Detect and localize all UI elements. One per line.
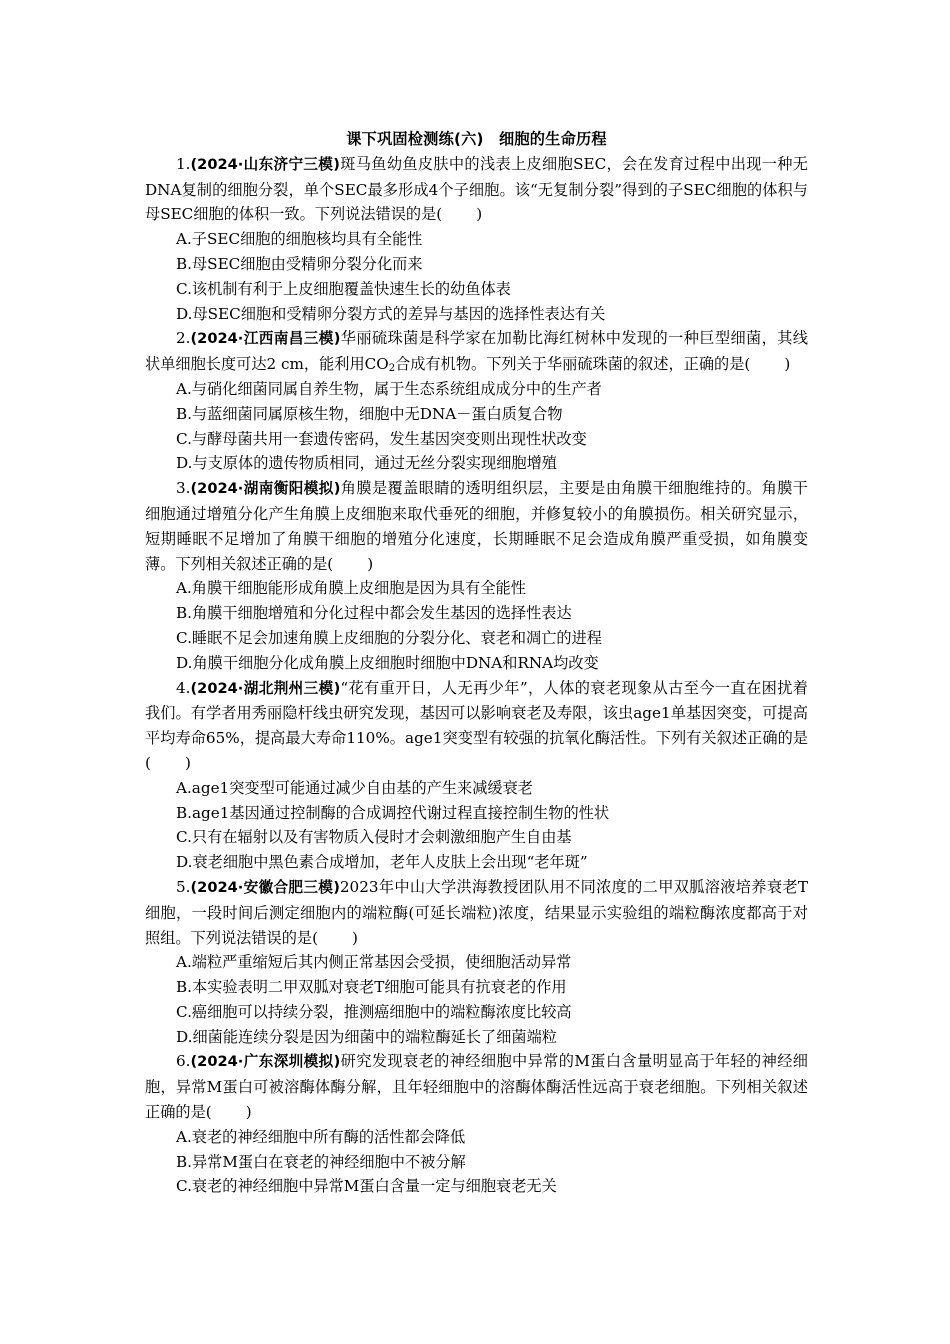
question-number: 3. xyxy=(176,479,191,498)
question-text: 斑马鱼幼鱼皮肤中的浅表上皮细胞SEC，会在发育过程中出现一种无DNA复制的细胞分裂，单个SEC最多形成4个子细胞。该“无复制分裂”得到的子SEC细胞的体积与母SEC细胞的体积一致。下列说法错误的是( xyxy=(145,154,808,224)
option-a: A.age1突变型可能通过减少自由基的产生来减缓衰老 xyxy=(176,778,533,797)
option-d: D.衰老细胞中黑色素合成增加，老年人皮肤上会出现“老年斑” xyxy=(176,853,588,872)
question-text: 2023年中山大学洪海教授团队用不同浓度的二甲双胍溶液培养衰老T细胞，一段时间后测定细胞内的端粒酶(可延长端粒)浓度，结果显示实验组的端粒酶浓度都高于对照组。下列说法错误的是( xyxy=(145,877,808,947)
question-6 xyxy=(145,1049,808,1199)
question-text-end: ) xyxy=(784,355,791,374)
option-a: A.与硝化细菌同属自养生物，属于生态系统组成成分中的生产者 xyxy=(176,379,602,398)
question-stem xyxy=(145,476,808,576)
option-b: B.与蓝细菌同属原核生物，细胞中无DNA－蛋白质复合物 xyxy=(176,404,563,423)
option-b: B.母SEC细胞由受精卵分裂分化而来 xyxy=(176,254,423,273)
question-text-end: ) xyxy=(184,753,191,772)
option-d: D.与支原体的遗传物质相同，通过无丝分裂实现细胞增殖 xyxy=(176,454,557,473)
question-source: (2024·安徽合肥三模) xyxy=(190,878,340,896)
question-number: 1. xyxy=(176,154,191,173)
page-title: 课下巩固检测练(六) 细胞的生命历程 xyxy=(346,130,607,148)
question-text-continued: 合成有机物。下列关于华丽硫珠菌的叙述，正确的是( xyxy=(395,355,751,374)
question-text-end: ) xyxy=(476,205,483,224)
question-text: 华丽硫珠菌是科学家在加勒比海红树林中发现的一种巨型细菌，其线状单细胞长度可达2 cm，能利用CO xyxy=(145,329,808,374)
option-a: A.端粒严重缩短后其内侧正常基因会受损，使细胞活动异常 xyxy=(176,953,572,972)
question-text: 角膜是覆盖眼睛的透明组织层，主要是由角膜干细胞维持的。角膜干细胞通过增殖分化产生角膜上皮细胞来取代垂死的细胞，并修复较小的角膜损伤。相关研究显示，短期睡眠不足增加了角膜干细胞的增殖分化速度，长期睡眠不足会造成角膜严重受损，如角膜变薄。下列相关叙述正确的是( xyxy=(145,479,808,573)
option-b: B.age1基因通过控制酶的合成调控代谢过程直接控制生物的性状 xyxy=(176,803,610,822)
question-source: (2024·湖北荆州三模) xyxy=(190,679,341,697)
question-stem xyxy=(145,1049,808,1124)
option-b: B.异常M蛋白在衰老的神经细胞中不被分解 xyxy=(176,1152,466,1171)
option-b: B.本实验表明二甲双胍对衰老T细胞可能具有抗衰老的作用 xyxy=(176,978,567,997)
option-c: C.衰老的神经细胞中异常M蛋白含量一定与细胞衰老无关 xyxy=(176,1177,557,1196)
question-number: 6. xyxy=(176,1052,191,1071)
question-2 xyxy=(145,326,808,476)
option-c: C.睡眠不足会加速角膜上皮细胞的分裂分化、衰老和凋亡的进程 xyxy=(176,628,602,647)
option-c: C.该机制有利于上皮细胞覆盖快速生长的幼鱼体表 xyxy=(176,279,511,298)
question-stem xyxy=(145,326,808,377)
option-a: A.子SEC细胞的细胞核均具有全能性 xyxy=(176,230,423,249)
question-3 xyxy=(145,476,808,675)
option-b: B.角膜干细胞增殖和分化过程中都会发生基因的选择性表达 xyxy=(176,604,572,623)
question-5 xyxy=(145,875,808,1050)
option-c: C.癌细胞可以持续分裂，推测癌细胞中的端粒酶浓度比较高 xyxy=(176,1002,572,1021)
question-text-end: ) xyxy=(245,1103,252,1122)
question-text: 研究发现衰老的神经细胞中异常的M蛋白含量明显高于年轻的神经细胞，异常M蛋白可被溶酶体酶分解，且年轻细胞中的溶酶体酶活性远高于衰老细胞。下列相关叙述正确的是( xyxy=(145,1052,808,1122)
question-number: 4. xyxy=(176,678,191,697)
question-source: (2024·江西南昌三模) xyxy=(190,330,341,348)
subscript: 2 xyxy=(388,363,396,375)
option-c: C.只有在辐射以及有害物质入侵时才会刺激细胞产生自由基 xyxy=(176,828,572,847)
question-4 xyxy=(145,676,808,875)
question-stem xyxy=(145,676,808,776)
option-d: D.角膜干细胞分化成角膜上皮细胞时细胞中DNA和RNA均改变 xyxy=(176,653,599,672)
option-a: A.角膜干细胞能形成角膜上皮细胞是因为具有全能性 xyxy=(176,579,526,598)
question-stem xyxy=(145,875,808,950)
option-a: A.衰老的神经细胞中所有酶的活性都会降低 xyxy=(176,1127,466,1146)
question-stem xyxy=(145,152,808,227)
question-number: 2. xyxy=(176,329,191,348)
question-source: (2024·湖南衡阳模拟) xyxy=(190,480,341,498)
option-d: D.细菌能连续分裂是因为细菌中的端粒酶延长了细菌端粒 xyxy=(176,1027,557,1046)
question-1 xyxy=(145,152,808,327)
option-c: C.与酵母菌共用一套遗传密码，发生基因突变则出现性状改变 xyxy=(176,429,587,448)
question-text-end: ) xyxy=(367,554,374,573)
question-source: (2024·广东深圳模拟) xyxy=(190,1053,341,1071)
document-page xyxy=(145,127,808,1199)
question-number: 5. xyxy=(176,877,191,896)
question-text-end: ) xyxy=(352,928,358,947)
question-text: “花有重开日，人无再少年”，人体的衰老现象从古至今一直在困扰着我们。有学者用秀丽隐杆线虫研究发现，基因可以影响衰老及寿限，该虫age1单基因突变，可提高平均寿命65%，提高最大寿命110%。age1突变型有较强的抗氧化酶活性。下列有关叙述正确的是( xyxy=(145,678,808,772)
question-source: (2024·山东济宁三模) xyxy=(190,155,340,173)
option-d: D.母SEC细胞和受精卵分裂方式的差异与基因的选择性表达有关 xyxy=(176,304,606,323)
